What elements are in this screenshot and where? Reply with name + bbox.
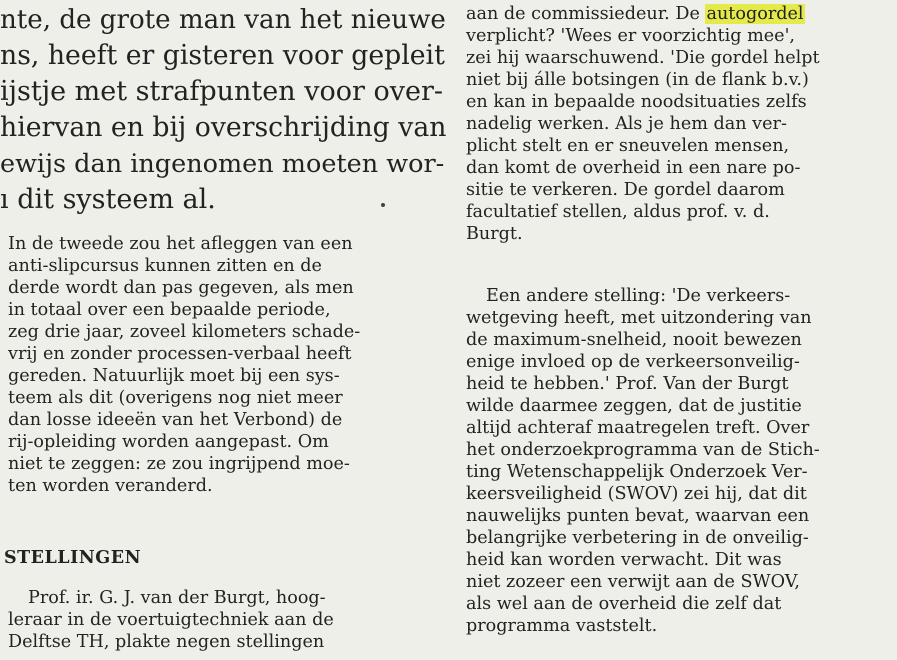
large-text-line: nte, de grote man van het nieuwe <box>0 5 446 35</box>
paragraph-line: plicht stelt en er sneuvelen mensen, <box>466 136 790 156</box>
paragraph-line: de maximum-snelheid, nooit bewezen <box>466 330 802 350</box>
large-text-line: ns, heeft er gisteren voor gepleit <box>0 40 445 71</box>
paragraph-line: zei hij waarschuwend. 'Die gordel helpt <box>466 48 820 68</box>
paragraph-line: dan komt de overheid in een nare po- <box>466 158 801 178</box>
paragraph-line <box>466 3 805 25</box>
paragraph-line: altijd achteraf maatregelen treft. Over <box>466 418 810 438</box>
paragraph-line: dan losse ideeën van het Verbond) de <box>8 410 343 430</box>
paragraph-line: in totaal over een bepaalde periode, <box>8 300 331 320</box>
paragraph-line: belangrijke verbetering in de onveilig- <box>466 528 809 548</box>
paragraph-line: niet bij álle botsingen (in de flank b.v.) <box>466 70 809 90</box>
paragraph-line: nauwelijks punten bevat, waarvan een <box>466 506 810 526</box>
paragraph-line: Een andere stelling: 'De verkeers- <box>486 286 791 306</box>
paragraph-line: Delftse TH, plakte negen stellingen <box>8 632 325 652</box>
paragraph-line: vrij en zonder processen-verbaal heeft <box>8 344 352 364</box>
paragraph-line: ten worden veranderd. <box>8 476 213 496</box>
paragraph-line: In de tweede zou het afleggen van een <box>8 234 353 254</box>
paragraph-line: het onderzoekprogramma van de Stich- <box>466 440 820 460</box>
paragraph-line: facultatief stellen, aldus prof. v. d. <box>466 202 770 222</box>
paragraph-line: keersveiligheid (SWOV) zei hij, dat dit <box>466 484 807 504</box>
paragraph-line: sitie te verkeren. De gordel daarom <box>466 180 785 200</box>
paragraph-line: niet te zeggen: ze zou ingrijpend moe- <box>8 454 350 474</box>
right-column <box>458 0 895 660</box>
large-text-line: ijstje met strafpunten voor over- <box>0 76 443 107</box>
paragraph-line: heid te hebben.' Prof. Van der Burgt <box>466 374 789 394</box>
paragraph-line: Prof. ir. G. J. van der Burgt, hoog- <box>28 588 326 608</box>
paragraph-line: leraar in de voertuigtechniek aan de <box>8 610 334 630</box>
paragraph-line: nadelig werken. Als je hem dan ver- <box>466 114 787 134</box>
first-line-text: aan de commissiedeur. De <box>466 4 706 24</box>
paragraph-line: gereden. Natuurlijk moet bij een sys- <box>8 366 340 386</box>
paragraph-line: derde wordt dan pas gegeven, als men <box>8 278 354 298</box>
section-heading: STELLINGEN <box>4 548 142 568</box>
paragraph-line: programma vaststelt. <box>466 616 658 636</box>
paragraph-line: en kan in bepaalde noodsituaties zelfs <box>466 92 807 112</box>
paragraph-line: verplicht? 'Wees er voorzichtig mee', <box>466 26 796 46</box>
print-speck <box>381 203 385 207</box>
paragraph-line: rij-opleiding worden aangepast. Om <box>8 432 329 452</box>
paragraph-line: Burgt. <box>466 224 523 244</box>
paragraph-line: teem als dit (overigens nog niet meer <box>8 388 343 408</box>
large-text-line: ewijs dan ingenomen moeten wor- <box>0 149 445 179</box>
paragraph-line: enige invloed op de verkeersonveilig- <box>466 352 800 372</box>
large-text-line: hiervan en bij overschrijding van <box>0 112 447 143</box>
paragraph-line: niet zozeer een verwijt aan de SWOV, <box>466 572 800 592</box>
paragraph-line: als wel aan de overheid die zelf dat <box>466 594 782 614</box>
paragraph-line: wetgeving heeft, met uitzondering van <box>466 308 812 328</box>
highlighted-word: autogordel <box>706 4 804 24</box>
paragraph-line: zeg drie jaar, zoveel kilometers schade- <box>8 322 361 342</box>
paragraph-line: anti-slipcursus kunnen zitten en de <box>8 256 322 276</box>
paragraph-line: heid kan worden verwacht. Dit was <box>466 550 782 570</box>
paragraph-line: ting Wetenschappelijk Onderzoek Ver- <box>466 462 808 482</box>
left-column <box>0 0 448 660</box>
large-text-line: ı dit systeem al. <box>0 184 216 215</box>
paragraph-line: wilde daarmee zeggen, dat de justitie <box>466 396 802 416</box>
